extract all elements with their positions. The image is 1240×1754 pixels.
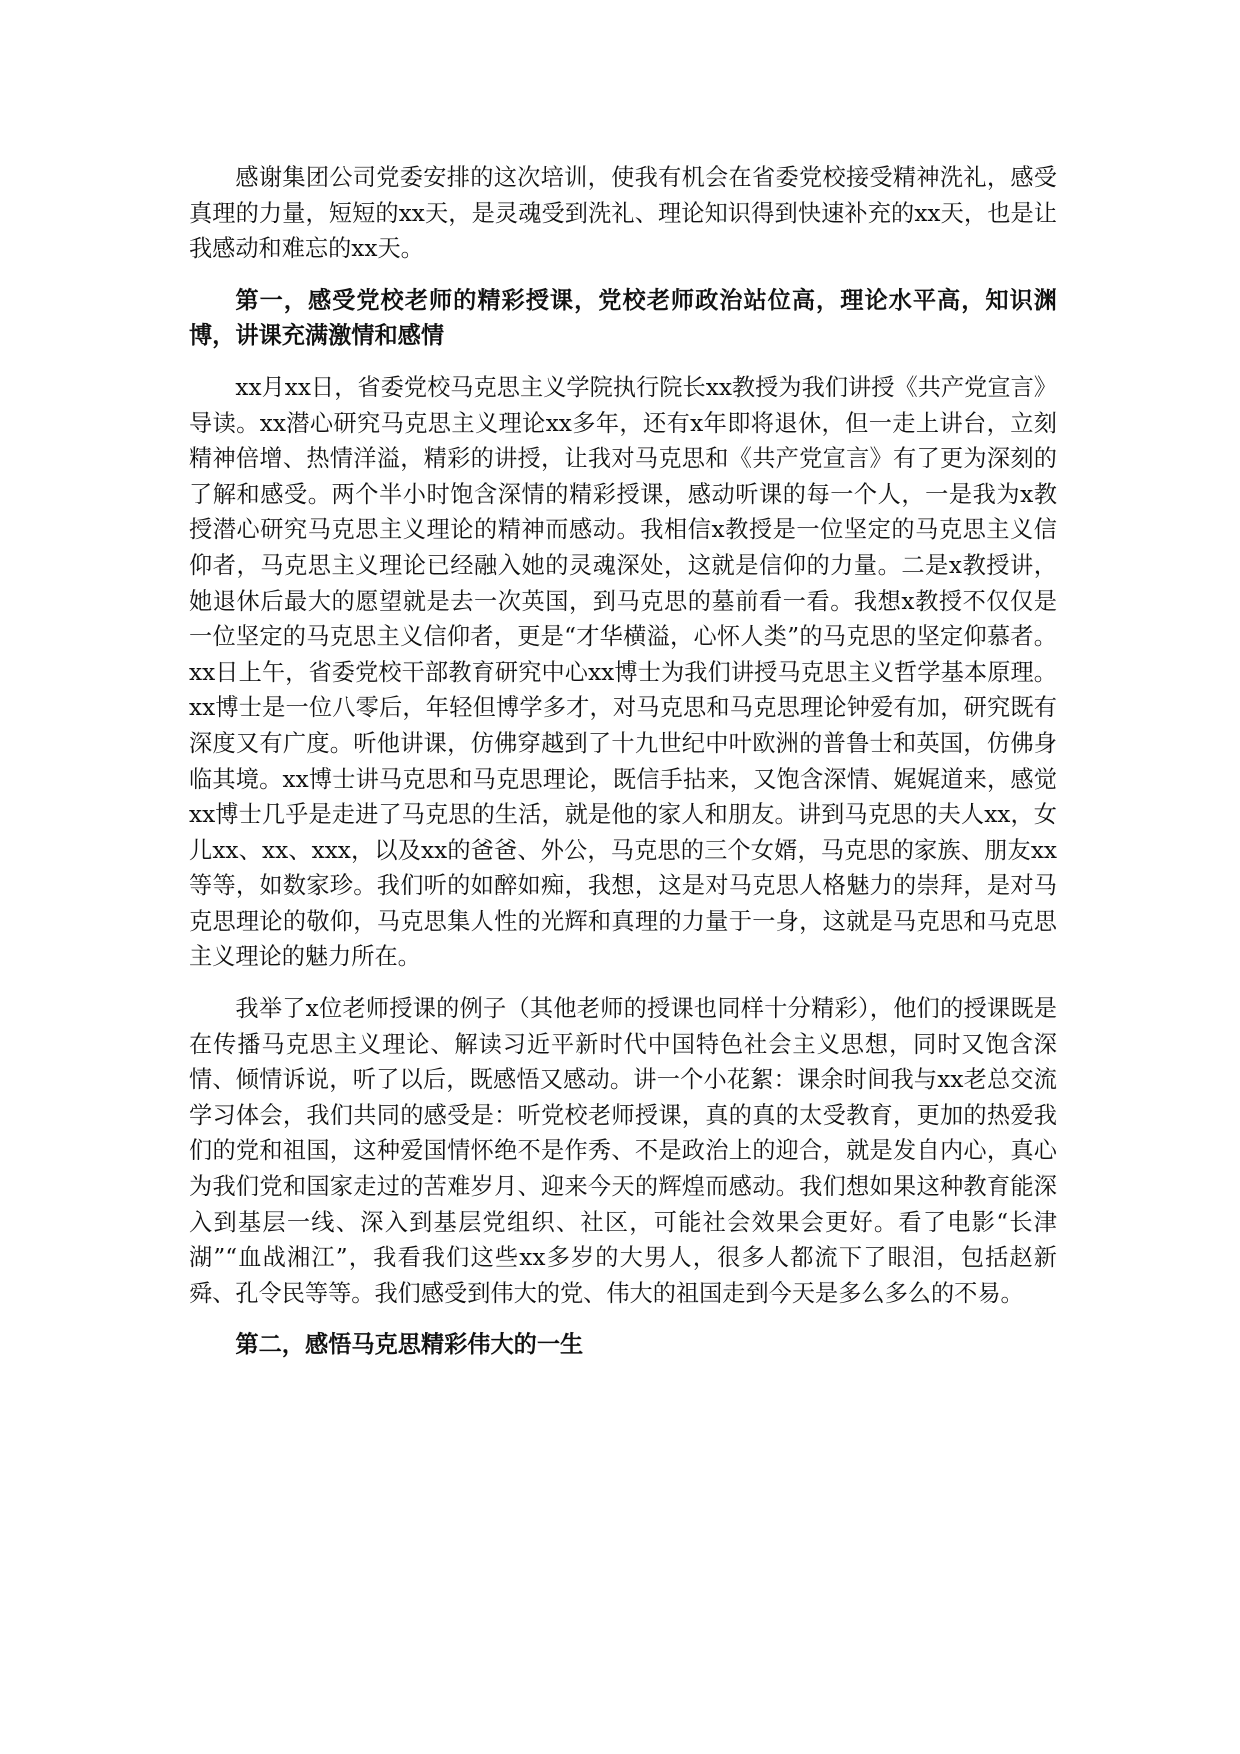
body-paragraph-2: 我举了x位老师授课的例子（其他老师的授课也同样十分精彩），他们的授课既是在传播马克思主义理论、解读习近平新时代中国特色社会主义思想，同时又饱含深情、倾情诉说，听了以后，既感悟又感动。讲一个小花絮：课余时间我与xx老总交流学习体会，我们共同的感受是：听党校老师授课，真的真的太受教育，更加的热爱我们的党和祖国，这种爱国情怀绝不是作秀、不是政治上的迎合，就是发自内心，真心为我们党和国家走过的苦难岁月、迎来今天的辉煌而感动。我们想如果这种教育能深入到基层一线、深入到基层党组织、社区，可能社会效果会更好。看了电影“长津湖”“血战湘江”，我看我们这些xx多岁的大男人，很多人都流下了眼泪，包括赵新舜、孔令民等等。我们感受到伟大的党、伟大的祖国走到今天是多么多么的不易。 bbox=[189, 995, 1057, 1307]
body-paragraph-1: xx月xx日，省委党校马克思主义学院执行院长xx教授为我们讲授《共产党宣言》导读。xx潜心研究马克思主义理论xx多年，还有x年即将退休，但一走上讲台，立刻精神倍增、热情洋溢，精彩的讲授，让我对马克思和《共产党宣言》有了更为深刻的了解和感受。两个半小时饱含深情的精彩授课，感动听课的每一个人，一是我为x教授潜心研究马克思主义理论的精神而感动。我相信x教授是一位坚定的马克思主义信仰者，马克思主义理论已经融入她的灵魂深处，这就是信仰的力量。二是x教授讲，她退休后最大的愿望就是去一次英国，到马克思的墓前看一看。我想x教授不仅仅是一位坚定的马克思主义信仰者，更是“才华横溢，心怀人类”的马克思的坚定仰慕者。xx日上午，省委党校干部教育研究中心xx博士为我们讲授马克思主义哲学基本原理。xx博士是一位八零后，年轻但博学多才，对马克思和马克思理论钟爱有加，研究既有深度又有广度。听他讲课，仿佛穿越到了十九世纪中叶欧洲的普鲁士和英国，仿佛身临其境。xx博士讲马克思和马克思理论，既信手拈来，又饱含深情、娓娓道来，感觉xx博士几乎是走进了马克思的生活，就是他的家人和朋友。讲到马克思的夫人xx，女儿xx、xx、xxx，以及xx的爸爸、外公，马克思的三个女婿，马克思的家族、朋友xx等等，如数家珍。我们听的如醉如痴，我想，这是对马克思人格魅力的崇拜，是对马克思理论的敬仰，马克思集人性的光辉和真理的力量于一身，这就是马克思和马克思主义理论的魅力所在。 bbox=[189, 373, 1057, 971]
section-heading-1: 第一，感受党校老师的精彩授课，党校老师政治站位高，理论水平高，知识渊博，讲课充满激情和感情 bbox=[189, 286, 1057, 350]
section-heading-2: 第二，感悟马克思精彩伟大的一生 bbox=[235, 1331, 584, 1359]
document-body bbox=[189, 160, 1057, 1379]
intro-paragraph: 感谢集团公司党委安排的这次培训，使我有机会在省委党校接受精神洗礼，感受真理的力量，短短的xx天，是灵魂受到洗礼、理论知识得到快速补充的xx天，也是让我感动和难忘的xx天。 bbox=[189, 164, 1057, 263]
